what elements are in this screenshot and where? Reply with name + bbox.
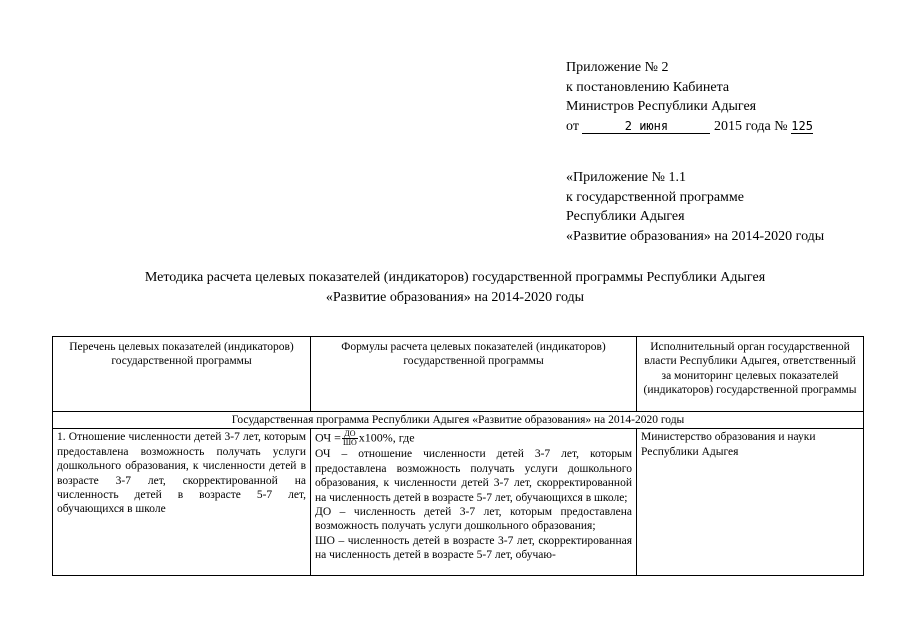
from-label: от <box>566 118 579 134</box>
appendix-ministers: Министров Республики Адыгея <box>566 99 757 114</box>
formula-definition-1: ОЧ – отношение численности детей 3-7 лет, которым предоставлена возможность получать услуги дошкольного образования, к численности детей 3-7 лет, скорректированной на численность детей в возрасте 5-7 лет, обучающихся в школе; <box>315 448 632 504</box>
formula-lhs: ОЧ = <box>315 430 341 445</box>
formula-rhs: х100%, где <box>358 430 415 445</box>
appendix-title: Приложение № 2 <box>566 60 669 75</box>
responsible-cell <box>637 429 864 576</box>
appendix-date-line <box>566 117 813 137</box>
sub-appendix-program: к государственной программе <box>566 189 744 205</box>
table-row <box>53 429 864 576</box>
header-formulas: Формулы расчета целевых показателей (индикаторов) государственной программы <box>311 337 637 412</box>
formula-numerator: ДО <box>342 430 358 439</box>
title-line-2: «Развитие образования» на 2014-2020 годы <box>325 289 585 305</box>
table-header-row <box>53 337 864 412</box>
sub-appendix-republic: Республики Адыгея <box>566 209 685 224</box>
table-section-row <box>53 412 864 429</box>
indicator-text: 1. Отношение численности детей 3-7 лет, которым предоставлена возможность получать услуги дошкольного образования, к численности детей в возрасте 3-7 лет, скорректированной на численность детей в возрасте 5-7 лет, обучающихся в школе <box>57 431 306 516</box>
header-responsible: Исполнительный орган государственной власти Республики Адыгея, ответственный за мониторинг целевых показателей (индикаторов) государственной программы <box>637 337 864 412</box>
indicators-table <box>52 336 864 576</box>
sub-appendix-name: «Развитие образования» на 2014-2020 годы <box>566 228 825 244</box>
formula-fraction <box>342 430 358 447</box>
document-title <box>60 268 850 307</box>
formula-definition-2: ДО – численность детей 3-7 лет, которым предоставлена возможность получать услуги дошкольного образования; <box>315 506 632 533</box>
formula-definition-3: ШО – численность детей в возрасте 3-7 лет, скорректированная на численность детей в возрасте 5-7 лет, обучаю- <box>315 534 632 562</box>
formula <box>315 430 632 447</box>
appendix-resolution: к постановлению Кабинета <box>566 79 730 95</box>
section-program-name: Государственная программа Республики Адыгея «Развитие образования» на 2014-2020 годы <box>53 412 864 429</box>
formula-cell <box>311 429 637 576</box>
header-indicators: Перечень целевых показателей (индикаторов) государственной программы <box>53 337 311 412</box>
sub-appendix-header <box>566 168 824 246</box>
handwritten-number: 125 <box>791 118 813 133</box>
indicator-cell <box>53 429 311 576</box>
handwritten-date: 2 июня <box>582 119 710 134</box>
formula-denominator: ШО <box>342 438 357 448</box>
responsible-text: Министерство образования и науки Республики Адыгея <box>641 431 816 458</box>
year-text: 2015 года № <box>713 118 788 134</box>
title-line-1: Методика расчета целевых показателей (индикаторов) государственной программы Республики Адыгея <box>144 270 766 285</box>
appendix-header <box>566 58 813 136</box>
sub-appendix-title: «Приложение № 1.1 <box>566 170 686 185</box>
formula-cell-content <box>315 430 632 574</box>
